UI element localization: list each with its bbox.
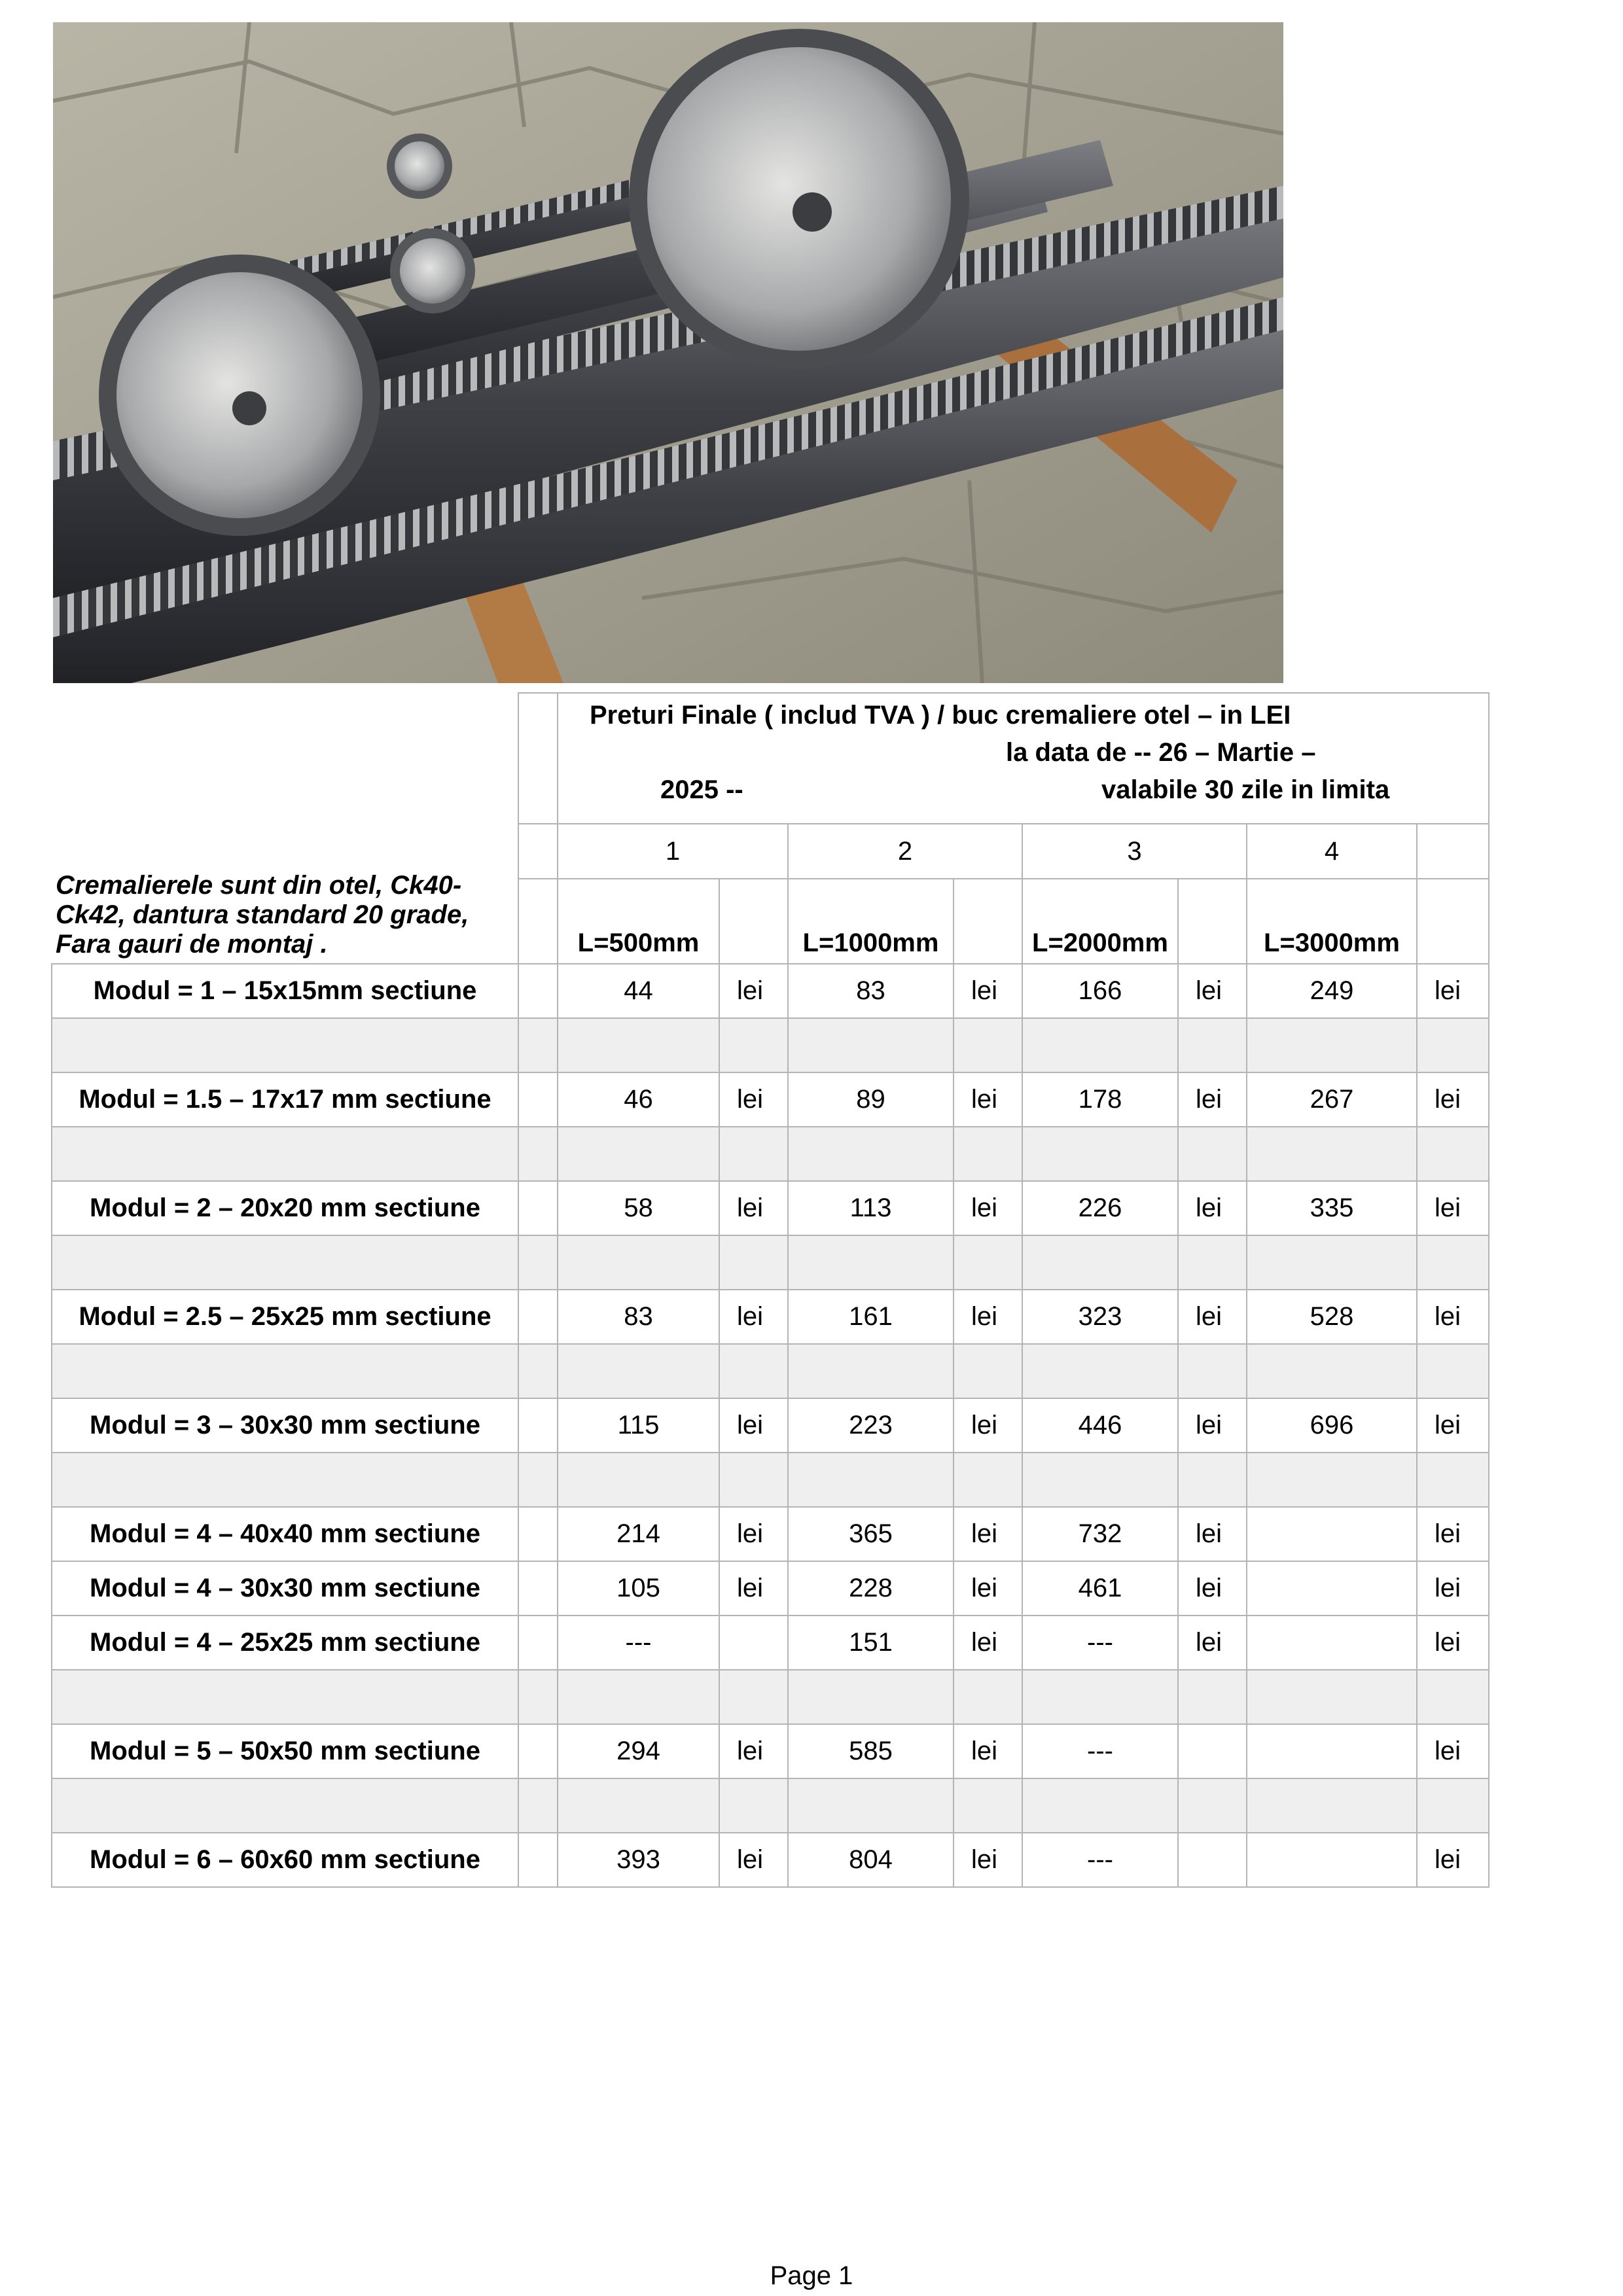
- price-value: 393: [558, 1833, 719, 1887]
- currency-unit: lei: [954, 1616, 1022, 1670]
- table-row: [52, 1398, 1489, 1453]
- currency-unit: [1178, 1833, 1247, 1887]
- currency-unit: lei: [954, 1724, 1022, 1778]
- currency-unit: lei: [1178, 1561, 1247, 1616]
- table-row: [52, 1616, 1489, 1670]
- spacer-row: [52, 1778, 1489, 1833]
- price-value: 335: [1247, 1181, 1417, 1235]
- currency-unit: lei: [954, 1833, 1022, 1887]
- page-number: Page 1: [770, 2261, 853, 2290]
- module-label: Modul = 5 – 50x50 mm sectiune: [52, 1724, 518, 1778]
- price-value: 804: [788, 1833, 954, 1887]
- currency-unit: lei: [954, 1072, 1022, 1127]
- module-label: Modul = 6 – 60x60 mm sectiune: [52, 1833, 518, 1887]
- col-number: 4: [1247, 824, 1417, 879]
- price-value: 89: [788, 1072, 954, 1127]
- price-value: 446: [1022, 1398, 1178, 1453]
- currency-unit: lei: [719, 1833, 788, 1887]
- currency-unit: lei: [1178, 964, 1247, 1018]
- price-value: ---: [1022, 1724, 1178, 1778]
- title-row: [52, 693, 1489, 824]
- currency-unit: lei: [1417, 1290, 1489, 1344]
- currency-unit: lei: [719, 1507, 788, 1561]
- currency-unit: lei: [1417, 1072, 1489, 1127]
- price-value: 294: [558, 1724, 719, 1778]
- col-length: L=3000mm: [1247, 879, 1417, 964]
- spacer-row: [52, 1127, 1489, 1181]
- price-value: ---: [1022, 1833, 1178, 1887]
- currency-unit: lei: [954, 1507, 1022, 1561]
- currency-unit: lei: [1417, 1561, 1489, 1616]
- spacer-row: [52, 1018, 1489, 1072]
- price-value: 249: [1247, 964, 1417, 1018]
- currency-unit: lei: [719, 1181, 788, 1235]
- currency-unit: lei: [954, 1181, 1022, 1235]
- price-value: 166: [1022, 964, 1178, 1018]
- price-value: [1247, 1507, 1417, 1561]
- currency-unit: lei: [1178, 1398, 1247, 1453]
- currency-unit: [719, 1616, 788, 1670]
- price-value: 113: [788, 1181, 954, 1235]
- price-value: 323: [1022, 1290, 1178, 1344]
- spacer-row: [52, 1453, 1489, 1507]
- currency-unit: lei: [1178, 1616, 1247, 1670]
- spacer-row: [52, 1670, 1489, 1724]
- price-value: 115: [558, 1398, 719, 1453]
- table-title: [558, 693, 1489, 824]
- price-value: 585: [788, 1724, 954, 1778]
- price-value: 44: [558, 964, 719, 1018]
- price-value: 365: [788, 1507, 954, 1561]
- table-row: [52, 1724, 1489, 1778]
- price-value: 151: [788, 1616, 954, 1670]
- currency-unit: lei: [719, 1072, 788, 1127]
- col-length: L=500mm: [558, 879, 719, 964]
- table-row: [52, 1833, 1489, 1887]
- currency-unit: lei: [1178, 1181, 1247, 1235]
- price-value: 226: [1022, 1181, 1178, 1235]
- price-value: ---: [558, 1616, 719, 1670]
- module-label: Modul = 4 – 40x40 mm sectiune: [52, 1507, 518, 1561]
- description-cell: [52, 693, 518, 964]
- price-value: 83: [788, 964, 954, 1018]
- price-value: [1247, 1616, 1417, 1670]
- currency-unit: lei: [719, 1290, 788, 1344]
- spacer-row: [52, 1344, 1489, 1398]
- table-row: [52, 964, 1489, 1018]
- col-length: L=2000mm: [1022, 879, 1178, 964]
- title-line-4: valabile 30 zile in limita: [1101, 775, 1390, 804]
- currency-unit: lei: [1417, 1616, 1489, 1670]
- col-number: 2: [788, 824, 1022, 879]
- currency-unit: lei: [954, 1290, 1022, 1344]
- price-value: 228: [788, 1561, 954, 1616]
- title-line-1: Preturi Finale ( includ TVA ) / buc cremaliere otel – in LEI: [590, 701, 1291, 730]
- currency-unit: lei: [954, 964, 1022, 1018]
- title-spacer: [518, 693, 558, 824]
- price-value: 461: [1022, 1561, 1178, 1616]
- price-value: 58: [558, 1181, 719, 1235]
- col-length: L=1000mm: [788, 879, 954, 964]
- price-value: 214: [558, 1507, 719, 1561]
- module-label: Modul = 3 – 30x30 mm sectiune: [52, 1398, 518, 1453]
- price-value: 161: [788, 1290, 954, 1344]
- description-text: Cremalierele sunt din otel, Ck40-Ck42, dantura standard 20 grade, Fara gauri de montaj .: [56, 871, 469, 959]
- module-label: Modul = 4 – 30x30 mm sectiune: [52, 1561, 518, 1616]
- title-line-3: 2025 --: [660, 775, 743, 804]
- currency-unit: lei: [719, 1724, 788, 1778]
- module-label: Modul = 4 – 25x25 mm sectiune: [52, 1616, 518, 1670]
- price-value: [1247, 1561, 1417, 1616]
- currency-unit: lei: [954, 1398, 1022, 1453]
- currency-unit: lei: [1417, 1181, 1489, 1235]
- col-number: 3: [1022, 824, 1247, 879]
- table-row: [52, 1072, 1489, 1127]
- module-label: Modul = 1 – 15x15mm sectiune: [52, 964, 518, 1018]
- price-value: 732: [1022, 1507, 1178, 1561]
- module-label: Modul = 2.5 – 25x25 mm sectiune: [52, 1290, 518, 1344]
- price-value: 528: [1247, 1290, 1417, 1344]
- price-value: 178: [1022, 1072, 1178, 1127]
- currency-unit: lei: [1417, 1398, 1489, 1453]
- currency-unit: lei: [719, 964, 788, 1018]
- table-row: [52, 1507, 1489, 1561]
- price-value: 83: [558, 1290, 719, 1344]
- currency-unit: lei: [1178, 1072, 1247, 1127]
- table-row: [52, 1561, 1489, 1616]
- price-value: 46: [558, 1072, 719, 1127]
- price-table: [51, 692, 1489, 1888]
- price-value: 223: [788, 1398, 954, 1453]
- currency-unit: lei: [719, 1398, 788, 1453]
- spacer-row: [52, 1235, 1489, 1290]
- module-label: Modul = 1.5 – 17x17 mm sectiune: [52, 1072, 518, 1127]
- currency-unit: lei: [1178, 1507, 1247, 1561]
- module-label: Modul = 2 – 20x20 mm sectiune: [52, 1181, 518, 1235]
- currency-unit: lei: [719, 1561, 788, 1616]
- price-value: 105: [558, 1561, 719, 1616]
- currency-unit: lei: [1417, 1724, 1489, 1778]
- currency-unit: lei: [1417, 1833, 1489, 1887]
- currency-unit: lei: [1178, 1290, 1247, 1344]
- price-value: 696: [1247, 1398, 1417, 1453]
- currency-unit: lei: [954, 1561, 1022, 1616]
- currency-unit: lei: [1417, 1507, 1489, 1561]
- col-number: 1: [558, 824, 788, 879]
- price-value: 267: [1247, 1072, 1417, 1127]
- price-value: [1247, 1833, 1417, 1887]
- product-photo: [53, 22, 1283, 683]
- price-value: ---: [1022, 1616, 1178, 1670]
- price-value: [1247, 1724, 1417, 1778]
- title-line-2: la data de -- 26 – Martie –: [1006, 738, 1316, 767]
- table-row: [52, 1290, 1489, 1344]
- currency-unit: [1178, 1724, 1247, 1778]
- gear-racks-image: [53, 22, 1283, 683]
- table-row: [52, 1181, 1489, 1235]
- currency-unit: lei: [1417, 964, 1489, 1018]
